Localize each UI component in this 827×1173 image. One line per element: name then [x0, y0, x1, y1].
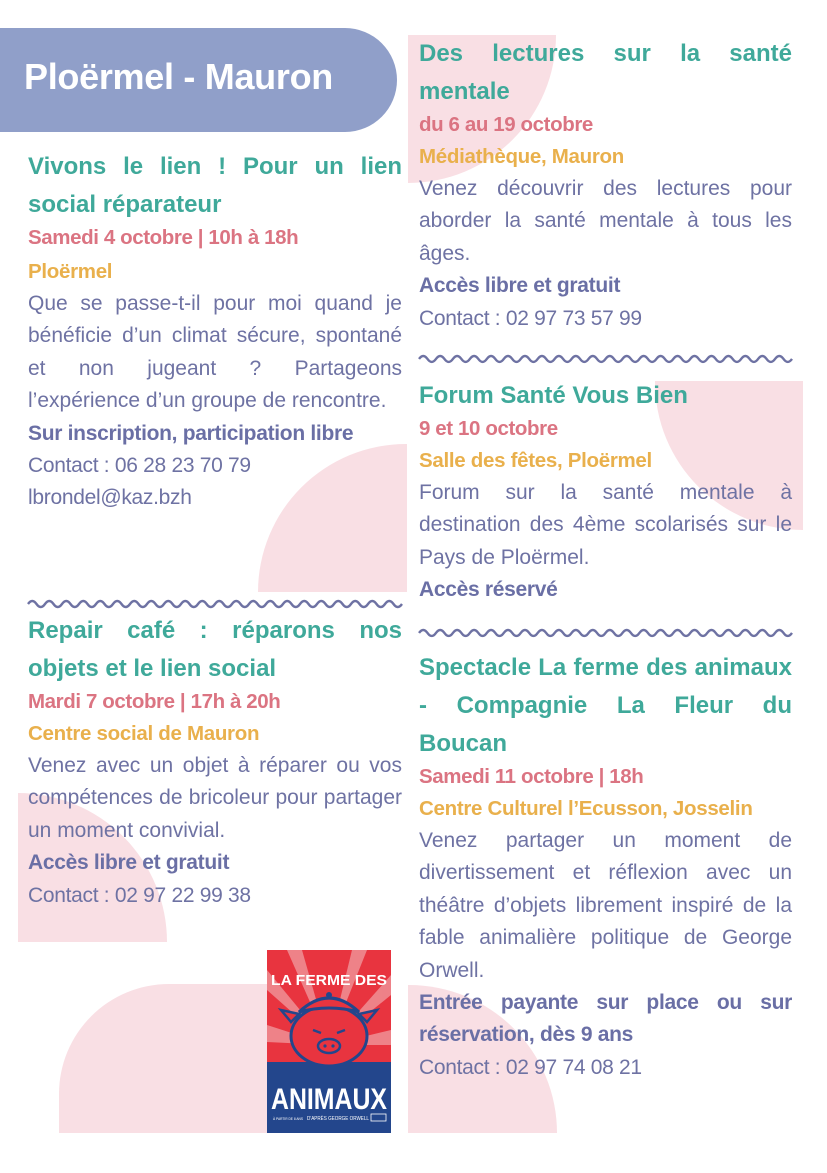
poster-title-bottom: ANIMAUX: [271, 1083, 387, 1116]
event-email: lbrondel@kaz.bzh: [28, 486, 192, 510]
wavy-divider: [419, 626, 792, 636]
wavy-divider: [28, 597, 402, 607]
page-title: Ploërmel - Mauron: [24, 56, 333, 97]
event-title: Forum Santé Vous Bien: [419, 382, 688, 409]
event-access: Accès réservé: [419, 578, 558, 602]
event-description: Que se passe-t-il pour moi quand je bénéficie d’un climat sécure, spontané et non jugeant ? Partageons l’expérience d’un groupe de rencontre.: [28, 292, 402, 413]
poster-image: [267, 950, 391, 1133]
event-title: Spectacle La ferme des animaux - Compagnie La Fleur du Boucan: [419, 654, 792, 757]
event-place: Médiathèque, Mauron: [419, 145, 625, 168]
event-access: Accès libre et gratuit: [419, 274, 621, 298]
event-title: Vivons le lien ! Pour un lien social réparateur: [28, 153, 402, 218]
event-date: Samedi 11 octobre | 18h: [419, 765, 644, 788]
event-repair-cafe: [28, 612, 402, 912]
event-vivons-le-lien: [28, 148, 402, 515]
event-place: Centre social de Mauron: [28, 722, 260, 745]
event-date: Samedi 4 octobre | 10h à 18h: [28, 226, 299, 249]
event-access: Accès libre et gratuit: [28, 851, 230, 875]
event-description: Venez découvrir des lectures pour aborder la santé mentale à tous les âges.: [419, 177, 792, 265]
event-title: Repair café : réparons nos objets et le lien social: [28, 617, 402, 682]
decor-shape: [59, 984, 279, 1133]
wavy-divider: [419, 352, 792, 362]
poster-credit: D'APRÈS GEORGE ORWELL: [307, 1116, 381, 1122]
event-spectacle: [419, 649, 792, 1084]
event-contact: Contact : 02 97 73 57 99: [419, 306, 642, 330]
event-description: Forum sur la santé mentale à destination des 4ème scolarisés sur le Pays de Ploërmel.: [419, 481, 792, 569]
event-place: Centre Culturel l’Ecusson, Josselin: [419, 797, 753, 820]
poster-age: À PARTIR DE 8 ANS: [273, 1116, 304, 1121]
event-lectures: [419, 35, 792, 335]
event-description: Venez partager un moment de divertissement et réflexion avec un théâtre d’objets librement inspiré de la fable animalière politique de George Orwell.: [419, 829, 792, 982]
event-place: Ploërmel: [28, 260, 113, 283]
event-forum: [419, 377, 792, 607]
event-place: Salle des fêtes, Ploërmel: [419, 449, 652, 472]
event-date: 9 et 10 octobre: [419, 417, 558, 440]
poster-title-top: LA FERME DES: [271, 972, 387, 989]
event-title: Des lectures sur la santé mentale: [419, 40, 792, 105]
event-date: Mardi 7 octobre | 17h à 20h: [28, 690, 281, 713]
event-contact: Contact : 02 97 22 99 38: [28, 883, 251, 907]
event-date: du 6 au 19 octobre: [419, 113, 593, 136]
pig-head: [291, 1006, 367, 1066]
event-access: Sur inscription, participation libre: [28, 421, 354, 445]
event-contact: Contact : 02 97 74 08 21: [419, 1055, 642, 1079]
event-access: Entrée payante sur place ou sur réservation, dès 9 ans: [419, 991, 792, 1047]
event-contact: Contact : 06 28 23 70 79: [28, 454, 251, 478]
event-description: Venez avec un objet à réparer ou vos compétences de bricoleur pour partager un moment convivial.: [28, 754, 402, 842]
